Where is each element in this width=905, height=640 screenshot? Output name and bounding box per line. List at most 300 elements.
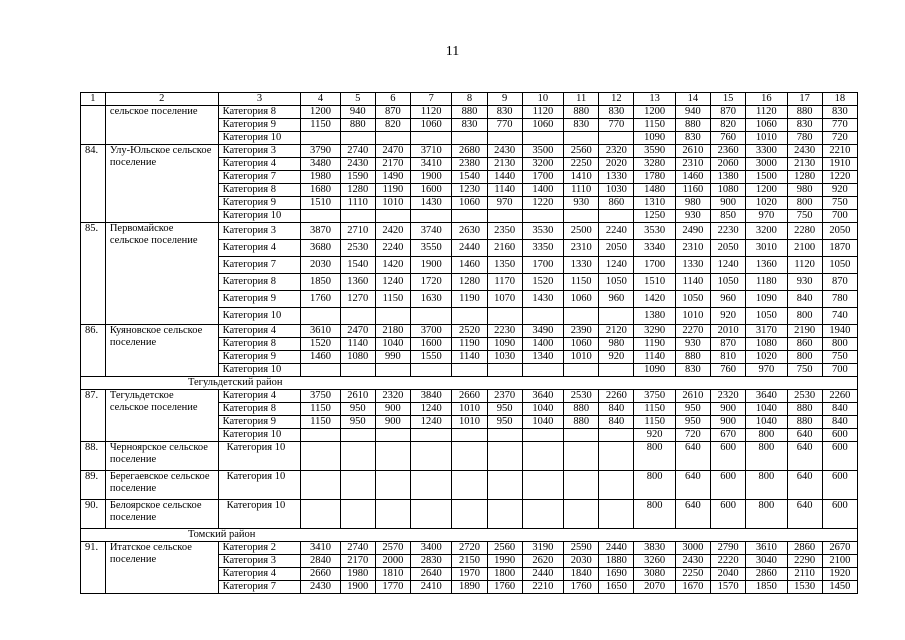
value-cell: 2220 bbox=[711, 555, 746, 568]
value-cell: 3740 bbox=[411, 223, 452, 240]
value-cell: 720 bbox=[675, 429, 710, 442]
value-cell: 3000 bbox=[746, 158, 787, 171]
row-number: 90. bbox=[81, 500, 106, 529]
value-cell bbox=[340, 308, 375, 325]
value-cell bbox=[340, 364, 375, 377]
value-cell: 1760 bbox=[301, 291, 340, 308]
table-row bbox=[81, 442, 858, 471]
category-label: Категория 3 bbox=[218, 555, 301, 568]
value-cell: 3190 bbox=[522, 542, 563, 555]
column-number: 16 bbox=[746, 93, 787, 106]
value-cell: 1060 bbox=[564, 338, 599, 351]
value-cell: 1520 bbox=[522, 274, 563, 291]
column-number-row bbox=[81, 93, 858, 106]
value-cell: 920 bbox=[711, 308, 746, 325]
value-cell: 1240 bbox=[599, 257, 634, 274]
value-cell: 2680 bbox=[452, 145, 487, 158]
table-row bbox=[81, 223, 858, 240]
value-cell: 1980 bbox=[301, 171, 340, 184]
value-cell: 1040 bbox=[375, 338, 410, 351]
value-cell: 2050 bbox=[711, 240, 746, 257]
value-cell bbox=[340, 442, 375, 471]
value-cell bbox=[564, 364, 599, 377]
value-cell: 800 bbox=[634, 442, 675, 471]
value-cell: 1680 bbox=[301, 184, 340, 197]
value-cell: 880 bbox=[787, 106, 822, 119]
value-cell: 770 bbox=[487, 119, 522, 132]
value-cell bbox=[340, 132, 375, 145]
value-cell: 1140 bbox=[675, 274, 710, 291]
value-cell bbox=[375, 364, 410, 377]
value-cell: 880 bbox=[564, 106, 599, 119]
value-cell bbox=[522, 442, 563, 471]
value-cell: 1870 bbox=[822, 240, 857, 257]
value-cell: 2440 bbox=[599, 542, 634, 555]
value-cell: 2660 bbox=[301, 568, 340, 581]
row-number: 89. bbox=[81, 471, 106, 500]
value-cell: 800 bbox=[746, 429, 787, 442]
category-label: Категория 10 bbox=[218, 132, 301, 145]
value-cell bbox=[599, 308, 634, 325]
value-cell: 1310 bbox=[634, 197, 675, 210]
value-cell: 2030 bbox=[564, 555, 599, 568]
value-cell: 2000 bbox=[375, 555, 410, 568]
value-cell: 870 bbox=[822, 274, 857, 291]
value-cell: 1700 bbox=[634, 257, 675, 274]
table-row bbox=[81, 390, 858, 403]
value-cell: 2420 bbox=[375, 223, 410, 240]
value-cell: 800 bbox=[787, 197, 822, 210]
value-cell: 2190 bbox=[787, 325, 822, 338]
value-cell: 2740 bbox=[340, 145, 375, 158]
column-number: 11 bbox=[564, 93, 599, 106]
value-cell: 640 bbox=[675, 442, 710, 471]
value-cell: 1440 bbox=[487, 171, 522, 184]
value-cell bbox=[487, 500, 522, 529]
value-cell: 1050 bbox=[822, 257, 857, 274]
category-label: Категория 9 bbox=[218, 291, 301, 308]
value-cell: 1890 bbox=[452, 581, 487, 594]
value-cell: 780 bbox=[787, 132, 822, 145]
category-label: Категория 9 bbox=[218, 119, 301, 132]
value-cell: 1420 bbox=[375, 257, 410, 274]
value-cell bbox=[301, 210, 340, 223]
value-cell: 2720 bbox=[452, 542, 487, 555]
value-cell: 2740 bbox=[340, 542, 375, 555]
value-cell: 1900 bbox=[340, 581, 375, 594]
value-cell: 1120 bbox=[746, 106, 787, 119]
value-cell: 1850 bbox=[301, 274, 340, 291]
value-cell: 2040 bbox=[711, 568, 746, 581]
value-cell bbox=[522, 500, 563, 529]
value-cell: 640 bbox=[787, 442, 822, 471]
value-cell: 1980 bbox=[340, 568, 375, 581]
value-cell: 2020 bbox=[599, 158, 634, 171]
category-label: Категория 9 bbox=[218, 416, 301, 429]
settlement-name: Белоярское сельское поселение bbox=[105, 500, 218, 529]
page-number: 11 bbox=[445, 44, 460, 59]
value-cell: 750 bbox=[787, 364, 822, 377]
settlement-name: Черноярское сельское поселение bbox=[105, 442, 218, 471]
value-cell: 2560 bbox=[487, 542, 522, 555]
value-cell: 1360 bbox=[340, 274, 375, 291]
value-cell: 1080 bbox=[746, 338, 787, 351]
value-cell: 700 bbox=[822, 210, 857, 223]
district-label: Тегульдетский район bbox=[188, 377, 283, 388]
value-cell: 640 bbox=[675, 471, 710, 500]
value-cell: 1520 bbox=[301, 338, 340, 351]
value-cell: 3200 bbox=[522, 158, 563, 171]
value-cell: 2170 bbox=[340, 555, 375, 568]
value-cell: 2430 bbox=[487, 145, 522, 158]
value-cell bbox=[452, 308, 487, 325]
value-cell: 1010 bbox=[452, 403, 487, 416]
value-cell: 820 bbox=[711, 119, 746, 132]
value-cell: 950 bbox=[487, 403, 522, 416]
value-cell bbox=[340, 210, 375, 223]
value-cell: 1050 bbox=[675, 291, 710, 308]
value-cell: 2840 bbox=[301, 555, 340, 568]
tariff-table bbox=[80, 92, 858, 594]
value-cell bbox=[411, 429, 452, 442]
value-cell: 1030 bbox=[487, 351, 522, 364]
district-header-row bbox=[81, 529, 858, 542]
value-cell bbox=[452, 442, 487, 471]
value-cell: 1120 bbox=[411, 106, 452, 119]
value-cell: 3640 bbox=[522, 390, 563, 403]
value-cell bbox=[487, 132, 522, 145]
value-cell bbox=[301, 442, 340, 471]
value-cell: 980 bbox=[787, 184, 822, 197]
value-cell bbox=[564, 429, 599, 442]
value-cell: 2610 bbox=[675, 145, 710, 158]
value-cell: 1540 bbox=[452, 171, 487, 184]
value-cell: 830 bbox=[822, 106, 857, 119]
value-cell: 2620 bbox=[522, 555, 563, 568]
category-label: Категория 4 bbox=[218, 240, 301, 257]
value-cell: 3300 bbox=[746, 145, 787, 158]
value-cell bbox=[452, 500, 487, 529]
value-cell: 640 bbox=[787, 471, 822, 500]
value-cell: 2350 bbox=[487, 223, 522, 240]
value-cell: 930 bbox=[787, 274, 822, 291]
value-cell: 600 bbox=[711, 442, 746, 471]
value-cell: 1920 bbox=[822, 568, 857, 581]
value-cell: 1150 bbox=[634, 403, 675, 416]
value-cell: 3550 bbox=[411, 240, 452, 257]
value-cell bbox=[375, 442, 410, 471]
value-cell: 1780 bbox=[634, 171, 675, 184]
value-cell: 2860 bbox=[746, 568, 787, 581]
category-label: Категория 8 bbox=[218, 184, 301, 197]
category-label: Категория 9 bbox=[218, 197, 301, 210]
value-cell: 800 bbox=[746, 442, 787, 471]
value-cell: 1090 bbox=[634, 364, 675, 377]
value-cell: 990 bbox=[375, 351, 410, 364]
value-cell: 2360 bbox=[711, 145, 746, 158]
value-cell: 2530 bbox=[340, 240, 375, 257]
value-cell: 1900 bbox=[411, 257, 452, 274]
value-cell: 3500 bbox=[522, 145, 563, 158]
value-cell: 830 bbox=[487, 106, 522, 119]
category-label: Категория 8 bbox=[218, 338, 301, 351]
value-cell: 830 bbox=[564, 119, 599, 132]
value-cell: 750 bbox=[822, 351, 857, 364]
value-cell: 920 bbox=[822, 184, 857, 197]
value-cell: 800 bbox=[746, 500, 787, 529]
column-number: 8 bbox=[452, 93, 487, 106]
value-cell: 870 bbox=[711, 106, 746, 119]
value-cell: 1720 bbox=[411, 274, 452, 291]
value-cell bbox=[301, 364, 340, 377]
row-number: 85. bbox=[81, 223, 106, 325]
category-label: Категория 10 bbox=[218, 429, 301, 442]
category-label: Категория 10 bbox=[218, 442, 301, 471]
value-cell: 930 bbox=[675, 338, 710, 351]
value-cell bbox=[522, 429, 563, 442]
value-cell bbox=[522, 308, 563, 325]
column-number: 9 bbox=[487, 93, 522, 106]
category-label: Категория 10 bbox=[218, 210, 301, 223]
value-cell: 1250 bbox=[634, 210, 675, 223]
value-cell: 2860 bbox=[787, 542, 822, 555]
category-label: Категория 4 bbox=[218, 158, 301, 171]
value-cell: 2410 bbox=[411, 581, 452, 594]
value-cell: 2440 bbox=[522, 568, 563, 581]
value-cell: 2010 bbox=[711, 325, 746, 338]
value-cell: 1340 bbox=[522, 351, 563, 364]
value-cell: 1570 bbox=[711, 581, 746, 594]
value-cell: 1120 bbox=[522, 106, 563, 119]
value-cell: 2470 bbox=[340, 325, 375, 338]
district-name bbox=[81, 529, 858, 542]
value-cell: 3590 bbox=[634, 145, 675, 158]
value-cell: 2180 bbox=[375, 325, 410, 338]
value-cell: 1690 bbox=[599, 568, 634, 581]
value-cell bbox=[487, 364, 522, 377]
column-number: 6 bbox=[375, 93, 410, 106]
value-cell: 2430 bbox=[340, 158, 375, 171]
value-cell: 1460 bbox=[301, 351, 340, 364]
value-cell: 3340 bbox=[634, 240, 675, 257]
value-cell: 830 bbox=[675, 364, 710, 377]
value-cell: 1050 bbox=[711, 274, 746, 291]
value-cell: 1040 bbox=[746, 416, 787, 429]
value-cell: 1050 bbox=[599, 274, 634, 291]
value-cell: 850 bbox=[711, 210, 746, 223]
value-cell: 2310 bbox=[675, 158, 710, 171]
category-label: Категория 10 bbox=[218, 471, 301, 500]
table-row bbox=[81, 106, 858, 119]
value-cell: 2590 bbox=[564, 542, 599, 555]
value-cell: 1760 bbox=[564, 581, 599, 594]
value-cell: 1150 bbox=[301, 416, 340, 429]
value-cell: 1800 bbox=[487, 568, 522, 581]
row-number: 91. bbox=[81, 542, 106, 594]
value-cell: 2490 bbox=[675, 223, 710, 240]
value-cell: 1910 bbox=[822, 158, 857, 171]
value-cell: 770 bbox=[599, 119, 634, 132]
value-cell: 2430 bbox=[787, 145, 822, 158]
value-cell: 1450 bbox=[822, 581, 857, 594]
value-cell: 2830 bbox=[411, 555, 452, 568]
value-cell: 2500 bbox=[564, 223, 599, 240]
category-label: Категория 4 bbox=[218, 325, 301, 338]
value-cell bbox=[411, 210, 452, 223]
value-cell: 2370 bbox=[487, 390, 522, 403]
value-cell: 1080 bbox=[711, 184, 746, 197]
value-cell: 2520 bbox=[452, 325, 487, 338]
value-cell: 2530 bbox=[564, 390, 599, 403]
value-cell: 2150 bbox=[452, 555, 487, 568]
value-cell: 3710 bbox=[411, 145, 452, 158]
value-cell: 1280 bbox=[340, 184, 375, 197]
value-cell bbox=[487, 442, 522, 471]
value-cell bbox=[487, 429, 522, 442]
value-cell: 1110 bbox=[564, 184, 599, 197]
category-label: Категория 3 bbox=[218, 145, 301, 158]
value-cell: 880 bbox=[787, 416, 822, 429]
value-cell: 2130 bbox=[787, 158, 822, 171]
value-cell: 1460 bbox=[675, 171, 710, 184]
value-cell: 880 bbox=[787, 403, 822, 416]
value-cell bbox=[452, 364, 487, 377]
value-cell: 2240 bbox=[375, 240, 410, 257]
category-label: Категория 2 bbox=[218, 542, 301, 555]
value-cell: 1150 bbox=[375, 291, 410, 308]
column-number: 13 bbox=[634, 93, 675, 106]
value-cell: 1330 bbox=[564, 257, 599, 274]
value-cell: 1190 bbox=[452, 291, 487, 308]
value-cell: 1200 bbox=[746, 184, 787, 197]
table-row bbox=[81, 471, 858, 500]
value-cell: 1940 bbox=[822, 325, 857, 338]
value-cell: 1020 bbox=[746, 197, 787, 210]
value-cell bbox=[599, 442, 634, 471]
column-number: 17 bbox=[787, 93, 822, 106]
value-cell: 1280 bbox=[787, 171, 822, 184]
value-cell bbox=[301, 308, 340, 325]
value-cell: 1590 bbox=[340, 171, 375, 184]
value-cell: 3680 bbox=[301, 240, 340, 257]
value-cell: 1080 bbox=[340, 351, 375, 364]
value-cell: 2570 bbox=[375, 542, 410, 555]
value-cell: 1600 bbox=[411, 184, 452, 197]
value-cell: 1140 bbox=[634, 351, 675, 364]
value-cell bbox=[301, 500, 340, 529]
value-cell: 1010 bbox=[452, 416, 487, 429]
value-cell: 780 bbox=[822, 291, 857, 308]
value-cell: 1900 bbox=[411, 171, 452, 184]
value-cell: 1240 bbox=[411, 403, 452, 416]
value-cell: 1230 bbox=[452, 184, 487, 197]
value-cell: 3750 bbox=[634, 390, 675, 403]
value-cell bbox=[301, 471, 340, 500]
value-cell: 2430 bbox=[301, 581, 340, 594]
value-cell: 2790 bbox=[711, 542, 746, 555]
value-cell: 870 bbox=[375, 106, 410, 119]
value-cell: 3870 bbox=[301, 223, 340, 240]
table-row bbox=[81, 145, 858, 158]
value-cell bbox=[564, 442, 599, 471]
value-cell: 880 bbox=[675, 351, 710, 364]
value-cell: 2230 bbox=[487, 325, 522, 338]
value-cell: 800 bbox=[634, 500, 675, 529]
value-cell: 830 bbox=[452, 119, 487, 132]
settlement-name: Первомайское сельское поселение bbox=[105, 223, 218, 325]
value-cell bbox=[487, 308, 522, 325]
district-header-row bbox=[81, 377, 858, 390]
column-number: 5 bbox=[340, 93, 375, 106]
value-cell: 3010 bbox=[746, 240, 787, 257]
value-cell: 930 bbox=[675, 210, 710, 223]
category-label: Категория 9 bbox=[218, 351, 301, 364]
value-cell bbox=[301, 429, 340, 442]
value-cell: 2160 bbox=[487, 240, 522, 257]
value-cell: 1330 bbox=[675, 257, 710, 274]
value-cell: 3490 bbox=[522, 325, 563, 338]
value-cell: 1110 bbox=[340, 197, 375, 210]
value-cell: 920 bbox=[634, 429, 675, 442]
value-cell: 740 bbox=[822, 308, 857, 325]
value-cell: 1850 bbox=[746, 581, 787, 594]
value-cell: 3410 bbox=[301, 542, 340, 555]
value-cell: 2130 bbox=[487, 158, 522, 171]
value-cell: 1760 bbox=[487, 581, 522, 594]
value-cell: 1190 bbox=[375, 184, 410, 197]
value-cell: 1420 bbox=[634, 291, 675, 308]
settlement-name: Берегаевское сельское поселение bbox=[105, 471, 218, 500]
value-cell bbox=[487, 471, 522, 500]
value-cell: 1070 bbox=[487, 291, 522, 308]
value-cell bbox=[522, 132, 563, 145]
value-cell: 770 bbox=[822, 119, 857, 132]
value-cell: 2660 bbox=[452, 390, 487, 403]
value-cell: 960 bbox=[711, 291, 746, 308]
value-cell: 1380 bbox=[634, 308, 675, 325]
value-cell: 1040 bbox=[522, 416, 563, 429]
value-cell: 3530 bbox=[522, 223, 563, 240]
settlement-name: Куяновское сельское поселение bbox=[105, 325, 218, 377]
value-cell bbox=[452, 429, 487, 442]
table-row bbox=[81, 500, 858, 529]
value-cell: 900 bbox=[711, 403, 746, 416]
value-cell bbox=[340, 429, 375, 442]
value-cell: 750 bbox=[787, 210, 822, 223]
value-cell: 3840 bbox=[411, 390, 452, 403]
value-cell: 940 bbox=[340, 106, 375, 119]
value-cell: 1460 bbox=[452, 257, 487, 274]
value-cell: 750 bbox=[822, 197, 857, 210]
value-cell bbox=[375, 132, 410, 145]
column-number: 3 bbox=[218, 93, 301, 106]
value-cell: 1400 bbox=[522, 184, 563, 197]
table-row bbox=[81, 325, 858, 338]
value-cell: 1200 bbox=[301, 106, 340, 119]
value-cell: 1990 bbox=[487, 555, 522, 568]
value-cell: 1010 bbox=[746, 132, 787, 145]
value-cell: 830 bbox=[787, 119, 822, 132]
value-cell: 1380 bbox=[711, 171, 746, 184]
value-cell: 2440 bbox=[452, 240, 487, 257]
value-cell: 760 bbox=[711, 364, 746, 377]
value-cell: 3530 bbox=[634, 223, 675, 240]
value-cell: 2230 bbox=[711, 223, 746, 240]
value-cell: 3700 bbox=[411, 325, 452, 338]
value-cell bbox=[564, 210, 599, 223]
value-cell: 1700 bbox=[522, 257, 563, 274]
value-cell: 840 bbox=[599, 416, 634, 429]
